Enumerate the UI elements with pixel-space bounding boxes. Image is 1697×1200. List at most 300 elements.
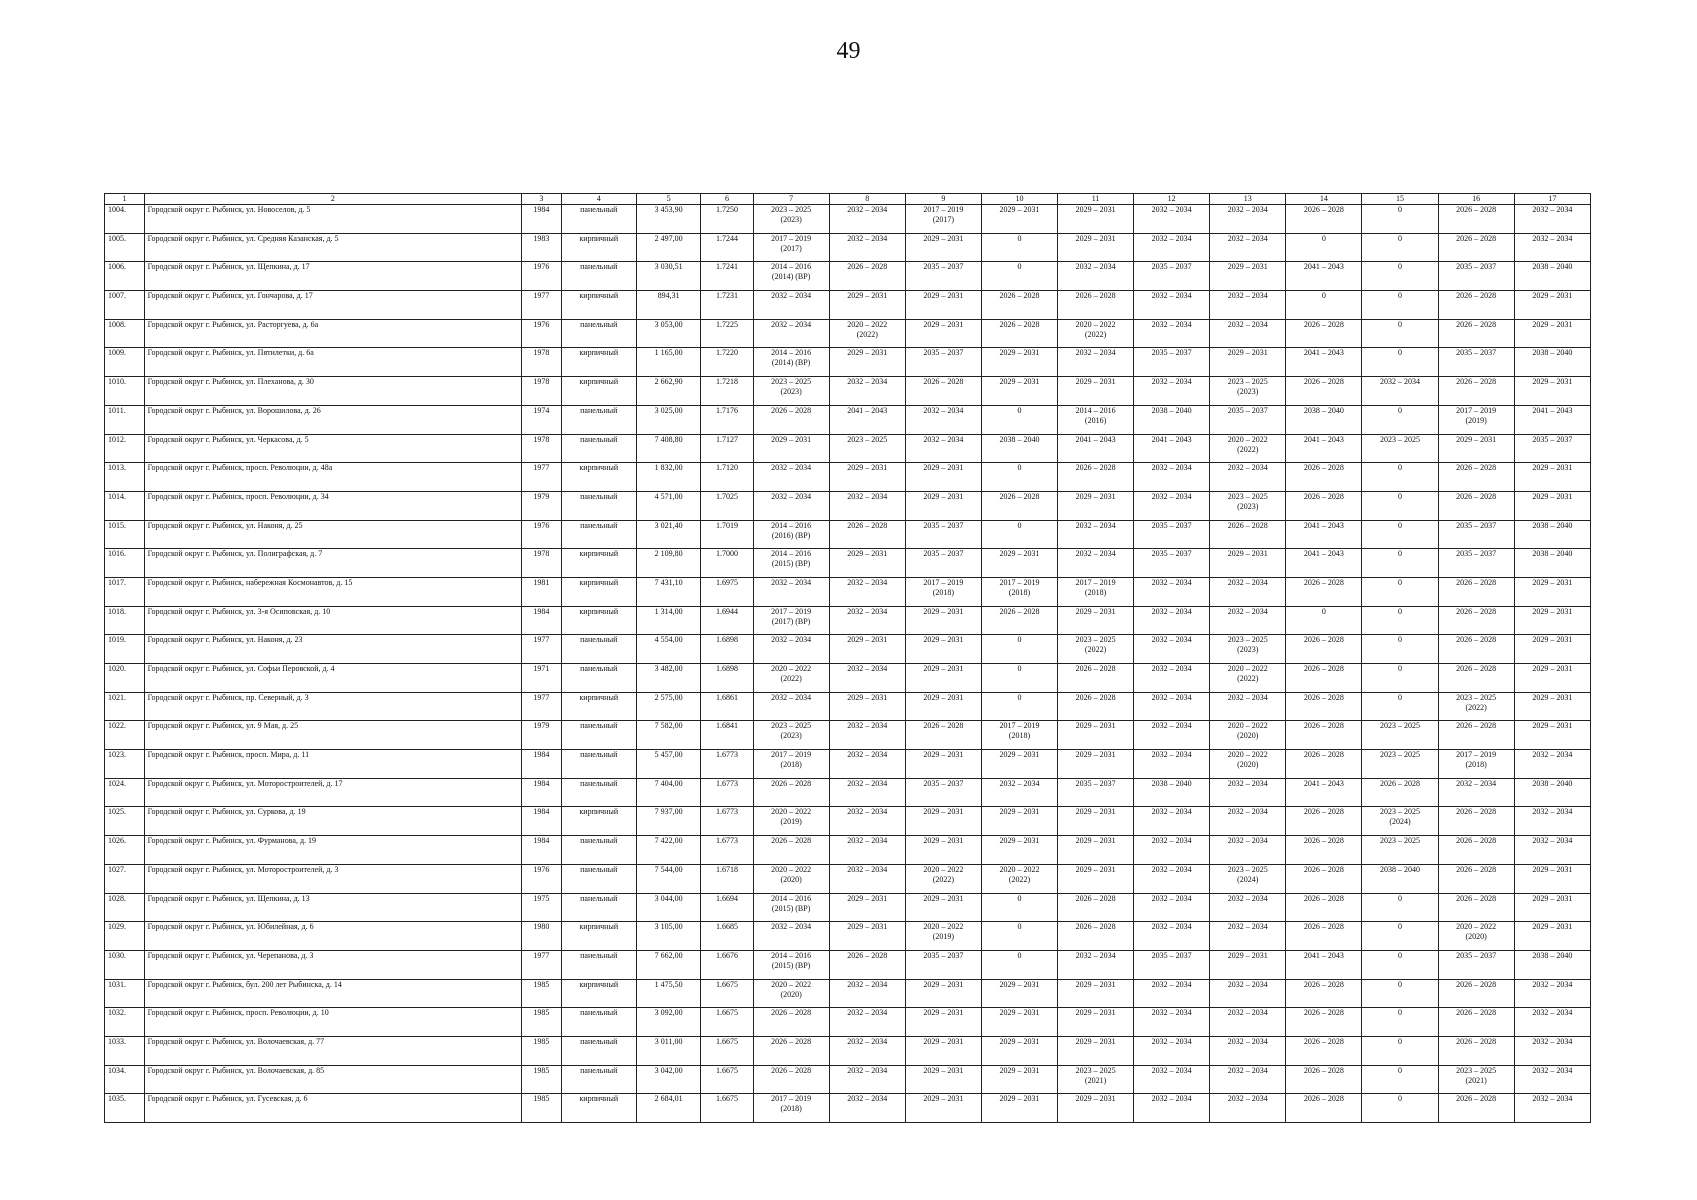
table-cell: 2029 – 2031 — [981, 1036, 1057, 1065]
table-cell: 7 422,00 — [636, 836, 701, 865]
table-cell: 1.6773 — [701, 836, 753, 865]
address-cell: Городской округ г. Рыбинск, ул. Пятилетки, д. 6а — [144, 348, 521, 377]
table-cell: 2035 – 2037 — [1134, 950, 1210, 979]
address-cell: Городской округ г. Рыбинск, ул. Щепкина, д. 13 — [144, 893, 521, 922]
table-cell: кирпичный — [561, 1094, 636, 1123]
table-cell: 2014 – 2016 (2014) (ВР) — [753, 262, 829, 291]
table-cell: 0 — [981, 950, 1057, 979]
table-cell: 2032 – 2034 — [1134, 377, 1210, 406]
table-cell: 2032 – 2034 — [753, 635, 829, 664]
table-cell: панельный — [561, 778, 636, 807]
table-cell: 1.6898 — [701, 664, 753, 693]
row-number-cell: 1035. — [105, 1094, 145, 1123]
table-cell: 2032 – 2034 — [1210, 1008, 1286, 1037]
table-cell: 0 — [1362, 1065, 1438, 1094]
table-cell: панельный — [561, 520, 636, 549]
row-number-cell: 1016. — [105, 549, 145, 578]
table-row — [105, 262, 1591, 291]
table-cell: 2032 – 2034 — [829, 750, 905, 779]
row-number-cell: 1029. — [105, 922, 145, 951]
table-cell: 2029 – 2031 — [981, 549, 1057, 578]
table-cell: 2029 – 2031 — [905, 1008, 981, 1037]
table-cell: 1.6675 — [701, 1065, 753, 1094]
table-cell: 1.6718 — [701, 864, 753, 893]
table-cell: 2 497,00 — [636, 233, 701, 262]
table-cell: 2026 – 2028 — [1058, 291, 1134, 320]
table-cell: 2029 – 2031 — [905, 463, 981, 492]
table-cell: 2032 – 2034 — [1134, 491, 1210, 520]
table-cell: 1.6861 — [701, 692, 753, 721]
table-cell: 2032 – 2034 — [1514, 750, 1590, 779]
table-cell: 3 092,00 — [636, 1008, 701, 1037]
table-cell: 0 — [981, 635, 1057, 664]
row-number-cell: 1014. — [105, 491, 145, 520]
row-number-cell: 1031. — [105, 979, 145, 1008]
table-cell: 1.6773 — [701, 778, 753, 807]
table-cell: 2032 – 2034 — [829, 1065, 905, 1094]
table-cell: 7 662,00 — [636, 950, 701, 979]
table-cell: 2035 – 2037 — [1438, 520, 1514, 549]
row-number-cell: 1028. — [105, 893, 145, 922]
table-row — [105, 807, 1591, 836]
table-cell: 2032 – 2034 — [1210, 291, 1286, 320]
table-cell: 2029 – 2031 — [905, 233, 981, 262]
table-cell: 2017 – 2019 (2017) (ВР) — [753, 606, 829, 635]
table-cell: 2029 – 2031 — [1514, 606, 1590, 635]
table-cell: 2032 – 2034 — [1514, 807, 1590, 836]
table-row — [105, 577, 1591, 606]
table-cell: 2 684,01 — [636, 1094, 701, 1123]
table-cell: 7 937,00 — [636, 807, 701, 836]
table-cell: 2017 – 2019 (2017) — [753, 233, 829, 262]
table-cell: 2026 – 2028 — [1438, 606, 1514, 635]
address-cell: Городской округ г. Рыбинск, ул. Черепанова, д. 3 — [144, 950, 521, 979]
row-number-cell: 1026. — [105, 836, 145, 865]
table-cell: 0 — [1362, 606, 1438, 635]
table-cell: 2023 – 2025 (2024) — [1362, 807, 1438, 836]
row-number-cell: 1015. — [105, 520, 145, 549]
table-cell: 2029 – 2031 — [829, 922, 905, 951]
table-cell: 2032 – 2034 — [1058, 950, 1134, 979]
table-cell: 2038 – 2040 — [1286, 405, 1362, 434]
row-number-cell: 1008. — [105, 319, 145, 348]
table-cell: 2029 – 2031 — [1058, 836, 1134, 865]
table-cell: 3 042,00 — [636, 1065, 701, 1094]
table-cell: 2020 – 2022 (2019) — [753, 807, 829, 836]
table-cell: 2026 – 2028 — [1362, 778, 1438, 807]
table-cell: 2029 – 2031 — [905, 291, 981, 320]
table-cell: 2026 – 2028 — [753, 1036, 829, 1065]
table-cell: 1.6773 — [701, 807, 753, 836]
table-row — [105, 950, 1591, 979]
table-cell: 0 — [1286, 606, 1362, 635]
table-cell: 2026 – 2028 — [1286, 979, 1362, 1008]
column-header: 14 — [1286, 194, 1362, 205]
table-cell: 2026 – 2028 — [1438, 205, 1514, 234]
column-header: 11 — [1058, 194, 1134, 205]
table-cell: 2029 – 2031 — [1058, 205, 1134, 234]
table-row — [105, 491, 1591, 520]
table-cell: 0 — [981, 520, 1057, 549]
table-cell: 2029 – 2031 — [1210, 348, 1286, 377]
table-cell: 2032 – 2034 — [829, 491, 905, 520]
table-cell: 0 — [1362, 922, 1438, 951]
table-row — [105, 463, 1591, 492]
table-cell: 0 — [1362, 463, 1438, 492]
table-cell: 2032 – 2034 — [1210, 319, 1286, 348]
table-cell: 2029 – 2031 — [1058, 807, 1134, 836]
table-cell: 1.7241 — [701, 262, 753, 291]
table-cell: 2026 – 2028 — [1286, 692, 1362, 721]
address-cell: Городской округ г. Рыбинск, ул. Плеханова, д. 30 — [144, 377, 521, 406]
table-cell: 2038 – 2040 — [1134, 778, 1210, 807]
table-cell: 2026 – 2028 — [1438, 233, 1514, 262]
table-row — [105, 692, 1591, 721]
table-cell: 0 — [1362, 233, 1438, 262]
address-cell: Городской округ г. Рыбинск, пр. Северный, д. 3 — [144, 692, 521, 721]
table-cell: 2029 – 2031 — [1514, 491, 1590, 520]
table-cell: 2014 – 2016 (2016) (ВР) — [753, 520, 829, 549]
table-cell: 2026 – 2028 — [905, 721, 981, 750]
table-cell: 2014 – 2016 (2015) (ВР) — [753, 893, 829, 922]
row-number-cell: 1033. — [105, 1036, 145, 1065]
table-cell: 2032 – 2034 — [1514, 836, 1590, 865]
table-cell: 2029 – 2031 — [1514, 463, 1590, 492]
table-cell: 2020 – 2022 (2020) — [1438, 922, 1514, 951]
table-cell: 2026 – 2028 — [753, 1065, 829, 1094]
table-cell: 2032 – 2034 — [1514, 979, 1590, 1008]
table-cell: 2026 – 2028 — [1438, 377, 1514, 406]
table-cell: 0 — [1362, 319, 1438, 348]
table-cell: 2035 – 2037 — [1134, 262, 1210, 291]
table-row — [105, 319, 1591, 348]
table-cell: 2026 – 2028 — [1210, 520, 1286, 549]
table-cell: 2041 – 2043 — [1286, 434, 1362, 463]
address-cell: Городской округ г. Рыбинск, ул. 9 Мая, д. 25 — [144, 721, 521, 750]
table-row — [105, 893, 1591, 922]
table-row — [105, 520, 1591, 549]
table-row — [105, 750, 1591, 779]
table-cell: 2029 – 2031 — [829, 348, 905, 377]
table-cell: 2029 – 2031 — [905, 979, 981, 1008]
table-cell: 2017 – 2019 (2018) — [981, 721, 1057, 750]
table-cell: 2032 – 2034 — [829, 377, 905, 406]
table-cell: 2026 – 2028 — [981, 291, 1057, 320]
table-cell: 2026 – 2028 — [1286, 491, 1362, 520]
table-cell: 2032 – 2034 — [1134, 979, 1210, 1008]
table-cell: 2035 – 2037 — [905, 549, 981, 578]
table-cell: 2032 – 2034 — [829, 721, 905, 750]
table-cell: 2026 – 2028 — [1286, 922, 1362, 951]
table-row — [105, 405, 1591, 434]
table-cell: 1.7244 — [701, 233, 753, 262]
table-cell: 4 554,00 — [636, 635, 701, 664]
table-cell: 2032 – 2034 — [1058, 520, 1134, 549]
table-cell: 2026 – 2028 — [1286, 377, 1362, 406]
table-cell: 2029 – 2031 — [905, 606, 981, 635]
table-cell: 1.6675 — [701, 1036, 753, 1065]
table-cell: 2026 – 2028 — [1286, 635, 1362, 664]
table-cell: 2041 – 2043 — [1286, 778, 1362, 807]
table-row — [105, 979, 1591, 1008]
column-header: 17 — [1514, 194, 1590, 205]
table-cell: 2032 – 2034 — [1134, 577, 1210, 606]
table-cell: 2026 – 2028 — [1286, 1036, 1362, 1065]
table-cell: 2026 – 2028 — [1286, 864, 1362, 893]
table-cell: 2032 – 2034 — [1134, 1008, 1210, 1037]
row-number-cell: 1023. — [105, 750, 145, 779]
column-header: 13 — [1210, 194, 1286, 205]
table-cell: кирпичный — [561, 291, 636, 320]
row-number-cell: 1027. — [105, 864, 145, 893]
table-cell: 2026 – 2028 — [1438, 635, 1514, 664]
table-cell: 2 662,90 — [636, 377, 701, 406]
table-cell: 2026 – 2028 — [981, 606, 1057, 635]
row-number-cell: 1005. — [105, 233, 145, 262]
table-cell: 2026 – 2028 — [1058, 893, 1134, 922]
table-cell: 2035 – 2037 — [905, 262, 981, 291]
table-cell: 2032 – 2034 — [1210, 205, 1286, 234]
table-cell: 2017 – 2019 (2018) — [1058, 577, 1134, 606]
table-cell: панельный — [561, 635, 636, 664]
address-cell: Городской округ г. Рыбинск, ул. Суркова, д. 19 — [144, 807, 521, 836]
table-cell: 1979 — [522, 721, 562, 750]
table-cell: 2017 – 2019 (2018) — [981, 577, 1057, 606]
table-cell: кирпичный — [561, 807, 636, 836]
table-cell: 4 571,00 — [636, 491, 701, 520]
table-cell: 2032 – 2034 — [1210, 233, 1286, 262]
table-cell: 2032 – 2034 — [1210, 1094, 1286, 1123]
table-cell: 3 044,00 — [636, 893, 701, 922]
table-cell: 1984 — [522, 606, 562, 635]
table-cell: кирпичный — [561, 348, 636, 377]
table-cell: 2029 – 2031 — [1058, 864, 1134, 893]
table-cell: 2026 – 2028 — [753, 1008, 829, 1037]
table-cell: 1.6975 — [701, 577, 753, 606]
address-cell: Городской округ г. Рыбинск, набережная Космонавтов, д. 15 — [144, 577, 521, 606]
table-cell: 2020 – 2022 (2022) — [1210, 434, 1286, 463]
address-cell: Городской округ г. Рыбинск, ул. Юбилейная, д. 6 — [144, 922, 521, 951]
column-number-row — [105, 194, 1591, 205]
row-number-cell: 1024. — [105, 778, 145, 807]
table-cell: 2041 – 2043 — [1058, 434, 1134, 463]
table-cell: 2026 – 2028 — [1286, 319, 1362, 348]
table-cell: 2035 – 2037 — [905, 778, 981, 807]
table-cell: 2032 – 2034 — [1514, 1065, 1590, 1094]
table-cell: 2038 – 2040 — [1134, 405, 1210, 434]
table-cell: 2032 – 2034 — [1134, 606, 1210, 635]
row-number-cell: 1032. — [105, 1008, 145, 1037]
table-cell: 2023 – 2025 (2023) — [1210, 377, 1286, 406]
table-cell: 0 — [981, 893, 1057, 922]
table-cell: 0 — [1362, 491, 1438, 520]
table-cell: 1.7220 — [701, 348, 753, 377]
table-cell: 1977 — [522, 291, 562, 320]
table-cell: 2023 – 2025 — [1362, 750, 1438, 779]
column-header: 16 — [1438, 194, 1514, 205]
table-cell: 2032 – 2034 — [1514, 1094, 1590, 1123]
table-cell: 2032 – 2034 — [829, 233, 905, 262]
table-cell: 2020 – 2022 (2020) — [753, 979, 829, 1008]
table-row — [105, 233, 1591, 262]
table-cell: 2026 – 2028 — [1286, 721, 1362, 750]
table-cell: 2029 – 2031 — [1058, 1008, 1134, 1037]
table-cell: панельный — [561, 1036, 636, 1065]
table-cell: 2032 – 2034 — [829, 205, 905, 234]
table-cell: 2017 – 2019 (2017) — [905, 205, 981, 234]
table-cell: 0 — [1362, 635, 1438, 664]
table-cell: 1.7000 — [701, 549, 753, 578]
table-cell: 2041 – 2043 — [1286, 950, 1362, 979]
table-row — [105, 864, 1591, 893]
address-cell: Городской округ г. Рыбинск, ул. Гончарова, д. 17 — [144, 291, 521, 320]
table-cell: 2020 – 2022 (2022) — [981, 864, 1057, 893]
table-cell: 2032 – 2034 — [829, 1094, 905, 1123]
row-number-cell: 1022. — [105, 721, 145, 750]
table-cell: 2020 – 2022 (2022) — [1210, 664, 1286, 693]
table-cell: 1 832,00 — [636, 463, 701, 492]
table-cell: 2014 – 2016 (2015) (ВР) — [753, 950, 829, 979]
table-cell: 2032 – 2034 — [1514, 1008, 1590, 1037]
table-row — [105, 291, 1591, 320]
table-cell: 3 053,00 — [636, 319, 701, 348]
table-cell: 2032 – 2034 — [1134, 807, 1210, 836]
table-cell: 2026 – 2028 — [1438, 836, 1514, 865]
address-cell: Городской округ г. Рыбинск, ул. Черкасова, д. 5 — [144, 434, 521, 463]
table-cell: 1979 — [522, 491, 562, 520]
table-cell: 1985 — [522, 1008, 562, 1037]
table-cell: 2035 – 2037 — [1514, 434, 1590, 463]
table-cell: 2032 – 2034 — [1134, 635, 1210, 664]
column-header: 5 — [636, 194, 701, 205]
column-header: 3 — [522, 194, 562, 205]
table-cell: 0 — [1362, 950, 1438, 979]
table-cell: 2029 – 2031 — [1514, 922, 1590, 951]
table-cell: 1977 — [522, 463, 562, 492]
table-cell: 2032 – 2034 — [905, 434, 981, 463]
row-number-cell: 1017. — [105, 577, 145, 606]
table-cell: 2026 – 2028 — [1438, 664, 1514, 693]
table-cell: 2026 – 2028 — [1438, 491, 1514, 520]
table-cell: 2026 – 2028 — [1438, 1094, 1514, 1123]
row-number-cell: 1013. — [105, 463, 145, 492]
column-header: 15 — [1362, 194, 1438, 205]
table-row — [105, 348, 1591, 377]
table-cell: 2029 – 2031 — [981, 1008, 1057, 1037]
table-cell: 2032 – 2034 — [829, 778, 905, 807]
table-cell: 2023 – 2025 — [1362, 721, 1438, 750]
table-cell: 1.7250 — [701, 205, 753, 234]
table-row — [105, 606, 1591, 635]
table-cell: 1985 — [522, 1065, 562, 1094]
table-cell: 0 — [1362, 893, 1438, 922]
table-cell: 1980 — [522, 922, 562, 951]
table-cell: 2029 – 2031 — [905, 635, 981, 664]
table-row — [105, 1036, 1591, 1065]
table-cell: 2038 – 2040 — [1514, 549, 1590, 578]
table-cell: 1978 — [522, 549, 562, 578]
table-row — [105, 1094, 1591, 1123]
table-cell: 1.6898 — [701, 635, 753, 664]
address-cell: Городской округ г. Рыбинск, ул. Ворошилова, д. 26 — [144, 405, 521, 434]
table-cell: 2 109,80 — [636, 549, 701, 578]
table-cell: кирпичный — [561, 377, 636, 406]
table-cell: 2026 – 2028 — [1286, 836, 1362, 865]
table-row — [105, 836, 1591, 865]
table-cell: панельный — [561, 1008, 636, 1037]
column-header: 9 — [905, 194, 981, 205]
table-cell: 2029 – 2031 — [905, 893, 981, 922]
table-cell: 7 544,00 — [636, 864, 701, 893]
table-cell: кирпичный — [561, 979, 636, 1008]
table-cell: 7 404,00 — [636, 778, 701, 807]
table-cell: 2023 – 2025 (2021) — [1438, 1065, 1514, 1094]
row-number-cell: 1030. — [105, 950, 145, 979]
table-cell: 2032 – 2034 — [1134, 1036, 1210, 1065]
table-cell: 1985 — [522, 1036, 562, 1065]
table-cell: 2023 – 2025 (2022) — [1438, 692, 1514, 721]
table-cell: 2029 – 2031 — [1514, 635, 1590, 664]
table-cell: 1976 — [522, 319, 562, 348]
table-cell: 2032 – 2034 — [1134, 664, 1210, 693]
table-cell: 1.7225 — [701, 319, 753, 348]
table-cell: 2041 – 2043 — [1286, 262, 1362, 291]
table-cell: панельный — [561, 262, 636, 291]
table-cell: панельный — [561, 405, 636, 434]
table-cell: 2017 – 2019 (2019) — [1438, 405, 1514, 434]
table-cell: 2032 – 2034 — [1058, 262, 1134, 291]
table-cell: 2029 – 2031 — [981, 348, 1057, 377]
table-cell: 2026 – 2028 — [1286, 807, 1362, 836]
table-cell: 2029 – 2031 — [1514, 291, 1590, 320]
table-cell: 2032 – 2034 — [1134, 291, 1210, 320]
table-cell: 0 — [1286, 233, 1362, 262]
row-number-cell: 1020. — [105, 664, 145, 693]
address-cell: Городской округ г. Рыбинск, ул. Моторостроителей, д. 3 — [144, 864, 521, 893]
table-cell: 2 575,00 — [636, 692, 701, 721]
table-cell: 0 — [981, 233, 1057, 262]
address-cell: Городской округ г. Рыбинск, ул. Наконя, д. 23 — [144, 635, 521, 664]
table-cell: 2032 – 2034 — [753, 319, 829, 348]
table-cell: 2026 – 2028 — [981, 491, 1057, 520]
table-cell: кирпичный — [561, 606, 636, 635]
table-cell: 2032 – 2034 — [1134, 205, 1210, 234]
row-number-cell: 1019. — [105, 635, 145, 664]
table-cell: 2026 – 2028 — [1438, 1036, 1514, 1065]
address-cell: Городской округ г. Рыбинск, просп. Революции, д. 34 — [144, 491, 521, 520]
table-cell: 1.6773 — [701, 750, 753, 779]
row-number-cell: 1010. — [105, 377, 145, 406]
table-cell: 2032 – 2034 — [1134, 463, 1210, 492]
table-cell: 2026 – 2028 — [1286, 750, 1362, 779]
table-cell: панельный — [561, 664, 636, 693]
table-cell: 2020 – 2022 (2022) — [905, 864, 981, 893]
table-cell: 2029 – 2031 — [1514, 893, 1590, 922]
table-cell: 2029 – 2031 — [829, 291, 905, 320]
table-cell: 2041 – 2043 — [1514, 405, 1590, 434]
table-cell: 0 — [1362, 205, 1438, 234]
table-cell: 2035 – 2037 — [1438, 262, 1514, 291]
address-cell: Городской округ г. Рыбинск, ул. Фурманова, д. 19 — [144, 836, 521, 865]
table-cell: 2032 – 2034 — [829, 979, 905, 1008]
table-cell: 2023 – 2025 (2023) — [753, 205, 829, 234]
table-cell: 2032 – 2034 — [1210, 606, 1286, 635]
table-cell: 2038 – 2040 — [1514, 348, 1590, 377]
table-cell: 1.7231 — [701, 291, 753, 320]
buildings-table — [104, 193, 1591, 1123]
table-cell: кирпичный — [561, 692, 636, 721]
table-cell: панельный — [561, 836, 636, 865]
